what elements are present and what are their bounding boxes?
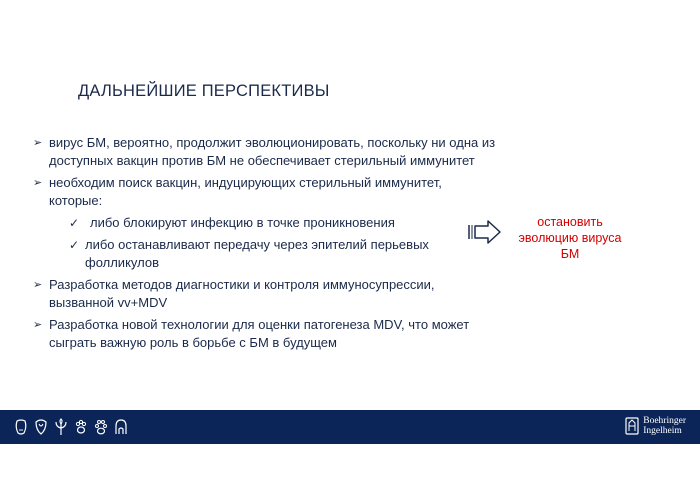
bullet-line: которые: [49, 193, 103, 208]
brand-logo [625, 416, 686, 436]
right-arrow-icon [468, 219, 502, 245]
bullet-line: доступных вакцин против БМ не обеспечивает стерильный иммунитет [49, 153, 475, 168]
horse-icon [114, 418, 128, 436]
checkmark-icon: ✓ [69, 238, 80, 252]
bullet-item [33, 316, 503, 352]
paw-icon-2 [94, 418, 108, 436]
callout-text [510, 214, 630, 262]
callout-line: БМ [560, 247, 580, 261]
brand-name-line1: Boehringer [643, 416, 686, 426]
bullet-item [33, 134, 503, 170]
arrow-bullet-icon: ➢ [33, 319, 43, 331]
sub-bullet-line: либо останавливают передачу через эпителий перьевых [85, 237, 429, 252]
callout-line: эволюцию вируса [518, 231, 622, 245]
sub-bullet-line: фолликулов [85, 255, 159, 270]
bullet-line: вызванной vv+MDV [49, 295, 168, 310]
bullet-line: сыграть важную роль в борьбе с БМ в будущем [49, 335, 337, 350]
sub-bullet-item [33, 214, 503, 232]
animal-icons [14, 418, 128, 436]
callout-line: остановить [537, 215, 603, 229]
pig-icon [14, 418, 28, 436]
bullet-line: вирус БМ, вероятно, продолжит эволюционировать, поскольку ни одна из [49, 135, 496, 150]
bullet-item [33, 174, 503, 210]
footer-bar [0, 410, 700, 444]
slide-title: ДАЛЬНЕЙШИЕ ПЕРСПЕКТИВЫ [78, 82, 330, 100]
paw-icon [74, 418, 88, 436]
ruminant-icon [34, 418, 48, 436]
bullet-item [33, 276, 503, 312]
brand-name-line2: Ingelheim [643, 426, 682, 436]
checkmark-icon: ✓ [69, 216, 80, 230]
arrow-bullet-icon: ➢ [33, 137, 43, 149]
bullet-line: Разработка методов диагностики и контроля иммуносупрессии, [49, 277, 435, 292]
arrow-bullet-icon: ➢ [33, 177, 43, 189]
sub-bullet-item [33, 236, 503, 272]
arrow-bullet-icon: ➢ [33, 279, 43, 291]
sub-bullet-line: либо блокируют инфекцию в точке проникновения [90, 215, 395, 230]
bullet-line: необходим поиск вакцин, индуцирующих стерильный иммунитет, [49, 175, 442, 190]
company-logo-icon [625, 417, 639, 435]
plant-icon [54, 418, 68, 436]
bullet-line: Разработка новой технологии для оценки патогенеза MDV, что может [49, 317, 470, 332]
bullet-list [33, 134, 503, 356]
